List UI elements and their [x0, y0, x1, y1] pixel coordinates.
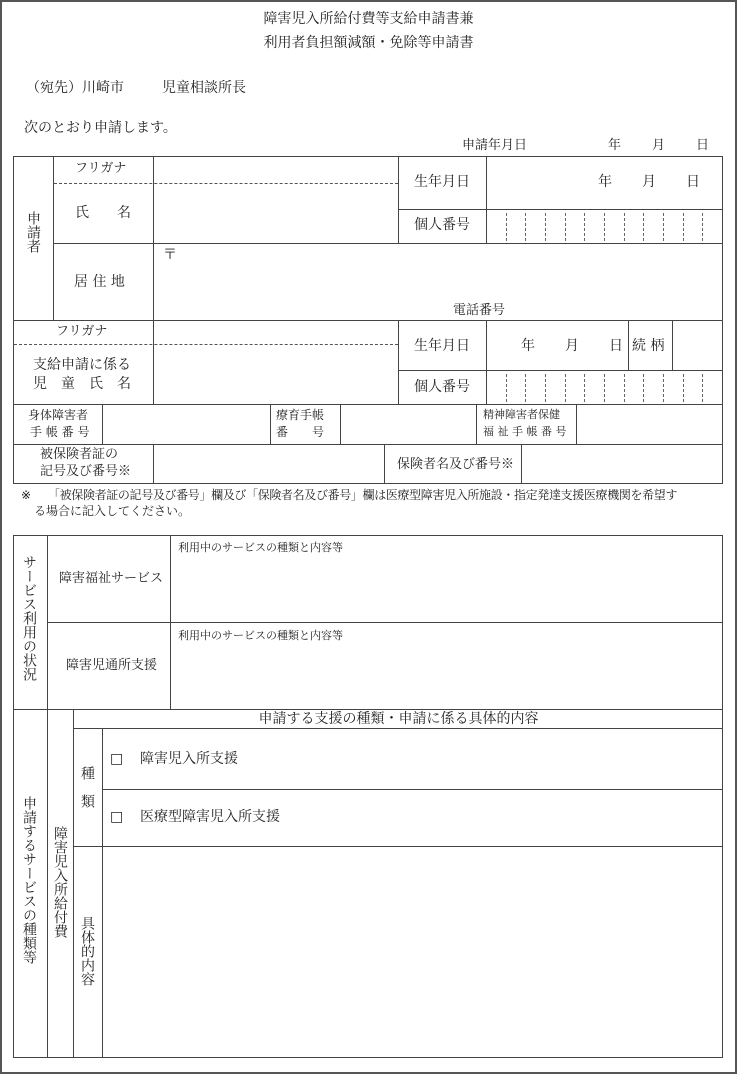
mental-handbook-label-line1: 精神障害者保健 — [483, 408, 560, 421]
details-label: 具体的内容 — [79, 916, 95, 986]
form-title-line2: 利用者負担額減額・免除等申請書 — [263, 35, 474, 51]
insurer-label: 保険者名及び番号※ — [397, 457, 515, 472]
type-label: 種類 — [79, 766, 95, 822]
note-line2: る場合に記入してください。 — [34, 504, 191, 518]
note-mark: ※ — [21, 488, 32, 502]
child-name-label-line2: 児 童 氏 名 — [33, 376, 131, 392]
insurance-card-input[interactable] — [155, 446, 383, 483]
child-name-label-line1: 支給申請に係る — [33, 357, 131, 373]
service-usage-input-daycare[interactable] — [172, 645, 722, 708]
intro-text: 次のとおり申請します。 — [24, 120, 177, 136]
insurance-card-label-line1: 被保険者証の — [40, 447, 119, 462]
applicant-furigana-label: フリガナ — [75, 161, 127, 176]
insurer-input[interactable] — [523, 446, 722, 483]
application-date-day[interactable]: 日 — [696, 138, 710, 153]
applicant-phone-label: 電話番号 — [453, 303, 506, 318]
option-label: 医療型障害児入所支援 — [140, 809, 280, 825]
applicant-birth-day[interactable]: 日 — [686, 174, 700, 190]
child-id-label: 個人番号 — [414, 379, 470, 395]
applicant-birthdate-label: 生年月日 — [414, 174, 470, 190]
applicant-id-input[interactable] — [488, 211, 722, 242]
mental-handbook-input[interactable] — [578, 406, 722, 443]
service-usage-hint-daycare: 利用中のサービスの種類と内容等 — [178, 629, 343, 642]
application-date-year[interactable]: 年 — [608, 138, 622, 153]
child-relation-label: 続 柄 — [632, 338, 665, 354]
requested-service-section-label: 申請するサービスの種類等 — [21, 796, 37, 964]
applicant-section-label: 申請者 — [25, 211, 41, 253]
applicant-phone-input[interactable] — [515, 300, 715, 318]
application-date-label: 申請年月日 — [462, 138, 528, 153]
service-usage-section-label: サービス利用の状況 — [21, 555, 37, 681]
applicant-name-label: 氏 名 — [75, 205, 131, 221]
applicant-birth-month[interactable]: 月 — [642, 174, 656, 190]
service-usage-hint-welfare: 利用中のサービスの種類と内容等 — [178, 541, 343, 554]
physical-handbook-input[interactable] — [104, 406, 269, 443]
physical-handbook-label-line1: 身体障害者 — [28, 408, 89, 422]
addressee-prefix: （宛先）川崎市 — [26, 80, 124, 96]
note-line1: 「被保険者証の記号及び番号」欄及び「保険者名及び番号」欄は医療型障害児入所施設・指定発達支援医療機関を希望す — [48, 488, 678, 502]
service-usage-label-welfare: 障害福祉サービス — [59, 571, 164, 586]
postal-mark: 〒 — [163, 247, 177, 263]
applicant-furigana-input[interactable] — [155, 158, 397, 182]
applicant-birth-year[interactable]: 年 — [598, 174, 612, 190]
ryoiku-handbook-label-line2: 番 号 — [276, 425, 325, 439]
addressee-office: 児童相談所長 — [162, 80, 246, 96]
child-id-input[interactable] — [488, 372, 722, 403]
applicant-id-label: 個人番号 — [414, 217, 470, 233]
child-name-input[interactable] — [155, 346, 397, 403]
ryoiku-handbook-label-line1: 療育手帳 — [276, 408, 325, 422]
child-furigana-input[interactable] — [155, 322, 397, 343]
checkbox-icon[interactable]: □ — [110, 751, 124, 767]
applicant-name-input[interactable] — [155, 185, 397, 242]
child-birthdate-label: 生年月日 — [414, 338, 470, 354]
application-date-month[interactable]: 月 — [652, 138, 666, 153]
service-usage-label-daycare: 障害児通所支援 — [66, 658, 158, 673]
requested-service-sub-label: 障害児入所給付費 — [52, 826, 68, 938]
checkbox-icon[interactable]: □ — [110, 809, 124, 825]
details-input[interactable] — [104, 848, 722, 1057]
physical-handbook-label-line2: 手 帳 番 号 — [30, 425, 90, 439]
child-birth-day[interactable]: 日 — [609, 338, 623, 354]
form-title-line1: 障害児入所給付費等支給申請書兼 — [263, 11, 474, 27]
service-usage-input-welfare[interactable] — [172, 557, 722, 621]
requested-service-header: 申請する支援の種類・申請に係る具体的内容 — [258, 711, 539, 727]
mental-handbook-label-line2: 福 祉 手 帳 番 号 — [483, 425, 567, 438]
option-label: 障害児入所支援 — [140, 751, 238, 767]
applicant-address-input[interactable] — [178, 246, 718, 296]
child-furigana-label: フリガナ — [56, 324, 108, 339]
child-birth-year[interactable]: 年 — [521, 338, 535, 354]
ryoiku-handbook-input[interactable] — [342, 406, 475, 443]
applicant-address-label: 居 住 地 — [74, 274, 125, 290]
insurance-card-label-line2: 記号及び番号※ — [40, 464, 132, 479]
child-birth-month[interactable]: 月 — [565, 338, 579, 354]
child-relation-input[interactable] — [674, 322, 721, 368]
